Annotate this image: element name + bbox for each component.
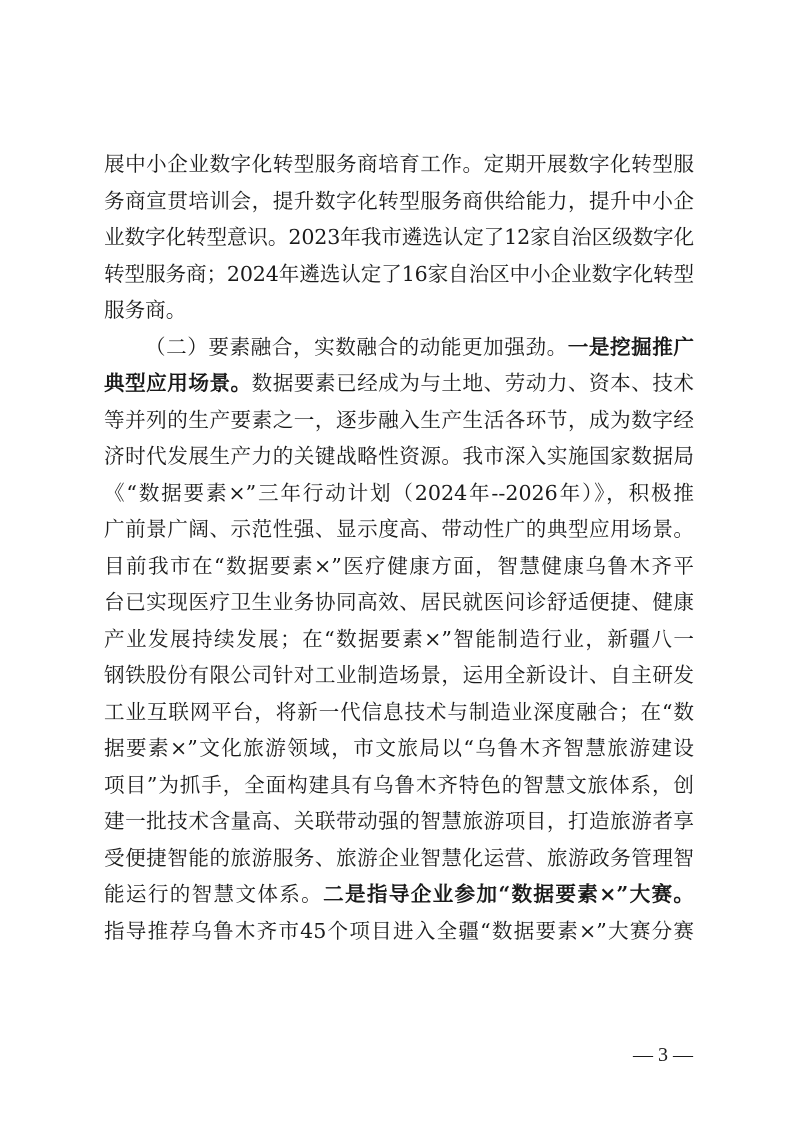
bold-text-segment: 二是指导企业参加“数据要素×”大赛。 xyxy=(323,882,694,906)
text-line xyxy=(104,730,694,767)
text-segment: 务商宣贯培训会，提升数字化转型服务商供给能力，提升中小企 xyxy=(104,188,694,213)
text-line xyxy=(104,657,694,694)
text-segment: 数据要素已经成为与土地、劳动力、资本、技术 xyxy=(251,371,694,395)
text-segment: 据要素×”文化旅游领域，市文旅局以“乌鲁木齐智慧旅游建设 xyxy=(104,736,694,760)
text-segment: 项目”为抓手，全面构建具有乌鲁木齐特色的智慧文旅体系，创 xyxy=(104,772,694,797)
text-segment: 台已实现医疗卫生业务协同高效、居民就医问诊舒适便捷、健康 xyxy=(104,590,694,614)
text-segment: 工业互联网平台，将新一代信息技术与制造业深度融合；在“数 xyxy=(104,699,694,724)
text-line xyxy=(104,767,694,804)
text-line xyxy=(104,913,694,950)
text-segment: 广前景广阔、示范性强、显示度高、带动性广的典型应用场景。 xyxy=(104,517,694,541)
text-segment: 服务商。 xyxy=(104,298,187,322)
text-segment: 钢铁股份有限公司针对工业制造场景，运用全新设计、自主研发 xyxy=(104,663,694,687)
text-segment: 建一批技术含量高、关联带动强的智慧旅游项目，打造旅游者享 xyxy=(104,809,694,833)
text-line xyxy=(104,438,694,475)
text-segment: 等并列的生产要素之一，逐步融入生产生活各环节，成为数字经 xyxy=(104,407,694,432)
text-segment: 转型服务商；2024年遴选认定了16家自治区中小企业数字化转型 xyxy=(104,261,694,286)
text-line xyxy=(104,511,694,548)
text-line xyxy=(104,183,694,220)
text-segment: 业数字化转型意识。2023年我市遴选认定了12家自治区级数字化 xyxy=(104,225,694,249)
text-line xyxy=(104,803,694,840)
text-segment: 能运行的智慧文体系。 xyxy=(104,882,324,906)
text-segment: 产业发展持续发展；在“数据要素×”智能制造行业，新疆八一 xyxy=(104,626,694,651)
text-segment: 受便捷智能的旅游服务、旅游企业智慧化运营、旅游政务管理智 xyxy=(104,845,694,870)
text-segment: 目前我市在“数据要素×”医疗健康方面，智慧健康乌鲁木齐平 xyxy=(104,553,694,578)
text-line xyxy=(104,840,694,877)
text-line xyxy=(104,475,694,512)
text-segment: 济时代发展生产力的关键战略性资源。我市深入实施国家数据局 xyxy=(104,444,694,468)
text-line xyxy=(104,621,694,658)
text-segment: 展中小企业数字化转型服务商培育工作。定期开展数字化转型服 xyxy=(104,152,694,176)
bold-text-segment: 一是挖掘推广 xyxy=(567,334,695,359)
text-segment: 《“数据要素×”三年行动计划（2024年--2026年）》，积极推 xyxy=(104,480,694,505)
bold-text-segment: 典型应用场景。 xyxy=(104,371,252,395)
text-line xyxy=(104,365,694,402)
text-line xyxy=(104,694,694,731)
body-text xyxy=(104,146,694,949)
text-line xyxy=(104,584,694,621)
text-line xyxy=(104,876,694,913)
text-line xyxy=(104,256,694,293)
text-line xyxy=(104,548,694,585)
text-line xyxy=(104,402,694,439)
page-number: — 3 — xyxy=(633,1044,693,1066)
text-line xyxy=(104,219,694,256)
text-line xyxy=(104,292,694,329)
text-line xyxy=(104,146,694,183)
text-segment: 指导推荐乌鲁木齐市45个项目进入全疆“数据要素×”大赛分赛 xyxy=(104,918,694,943)
text-segment: （二）要素融合，实数融合的动能更加强劲。 xyxy=(145,334,568,359)
text-line xyxy=(104,329,694,366)
